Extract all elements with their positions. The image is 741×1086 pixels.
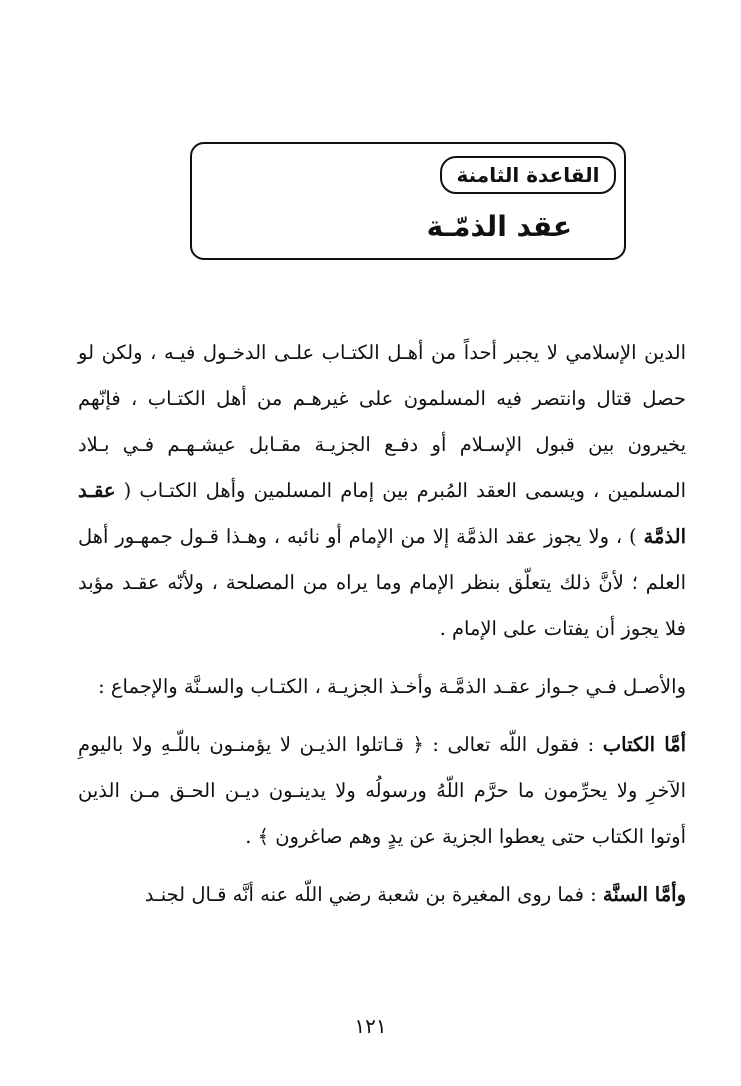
paragraph-sunnah — [78, 872, 686, 918]
paragraph-basis: والأصـل فـي جـواز عقـد الذمَّـة وأخـذ الجزيـة ، الكتـاب والسـنَّة والإجماع : — [98, 675, 686, 698]
chapter-title: عقد الذمّـة — [426, 210, 572, 243]
paragraph-quran — [78, 722, 686, 860]
heading-sunnah: وأمَّا السنَّة — [602, 883, 686, 906]
heading-quran: أمَّا الكتاب — [602, 733, 687, 756]
paragraph-intro — [78, 330, 686, 652]
body-text — [78, 330, 686, 918]
chapter-label-badge — [440, 156, 616, 194]
sunnah-text: : فما روى المغيرة بن شعبة رضي اللّه عنه أنَّه قـال لجنـد — [144, 883, 597, 906]
chapter-title-box — [190, 142, 626, 260]
paragraph-intro-part2: ) ، ولا يجوز عقد الذمَّة إلا من الإمام أو نائبه ، وهـذا قـول جمهـور أهل العلم ؛ لأنَّ ذلك يتعلّق بنظر الإمام وما يراه من المصلحة ، ولأنّه عقـد مؤبد فلا يجوز أن يفتات على الإمام . — [78, 525, 686, 640]
quran-verse-text: : فقول اللّه تعالى : ﴿ قـاتلوا الذيـن لا يؤمنـون باللّـهِ ولا باليومِ الآخرِ ولا يحرِّمون ما حرَّم اللّهُ ورسولُه ولا يدينـون ديـن الحـق مـن الذين أوتوا الكتاب حتى يعطوا الجزية عن يدٍ وهم صاغرون ﴾ . — [78, 733, 686, 848]
chapter-label: القاعدة الثامنة — [456, 163, 600, 187]
page-number: ١٢١ — [354, 1014, 387, 1038]
term-aqd-al-dhimma: عقـد الذمَّة — [78, 479, 686, 548]
paragraph-intro-part1: الدين الإسلامي لا يجبر أحداً من أهـل الكتـاب علـى الدخـول فيـه ، ولكن لو حصل قتال وانتصر فيه المسلمون على غيرهـم من أهل الكتـاب ، فإنّهم يخيرون بين قبول الإسـلام أو دفـع الجزيـة مقـابل عيشـهـم فـي بـلاد المسلمين ، ويسمى العقد المُبرم بين إمام المسلمين وأهل الكتـاب ( — [78, 341, 686, 502]
